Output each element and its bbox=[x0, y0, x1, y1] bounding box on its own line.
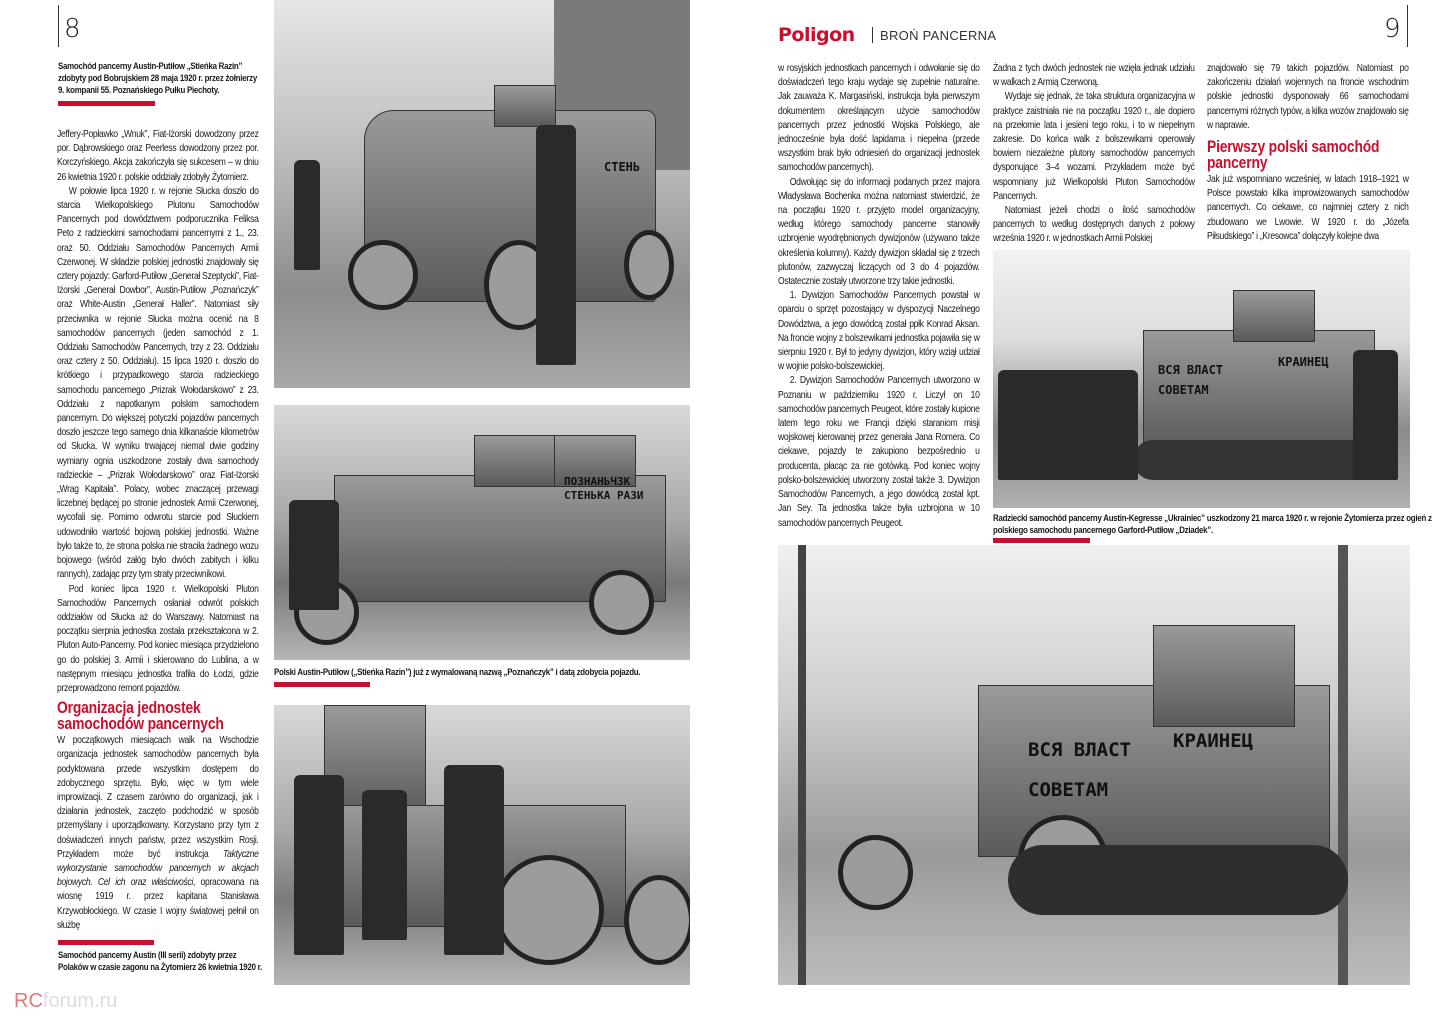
vehicle-painted-text: СТЕНЬ bbox=[604, 160, 641, 174]
caption-rule bbox=[58, 101, 155, 106]
paragraph: 2. Dywizjon Samochodów Pancernych utworzono w Poznaniu w październiku 1920 r. Liczył on 10 samochodów pancernych Peugeot, które zostały kupione latem tego roku we Francji dzięki staraniom misji wojskowej kierowanej przez generała Jana Romera. Co ciekawe, pojazdy te zakupiono bezpośrednio u producenta, płacąc za nie gotówką. Pod koniec wojny polsko-bolszewickiej utworzony został także 3. Dywizjon Samochodów Pancernych, a jego dowódcą został kpt. Jan Sey. Ta jednostka także była uzbrojona w 10 samochodów pancernych Peugeot. bbox=[778, 375, 980, 529]
caption-block bbox=[274, 666, 694, 687]
page-number-rule bbox=[1407, 5, 1408, 47]
painted-line: СОВЕТАМ bbox=[1158, 383, 1209, 397]
italic-title: Taktyczne wykorzystanie samochodów pancernych w akcjach bojowych. Cel ich oraz właściwości bbox=[57, 848, 259, 889]
page-number: 9 bbox=[1384, 14, 1401, 44]
photo-caption: Samochód pancerny Austin (III serii) zdobyty przez Polaków w czasie zagonu na Żytomierz 26 kwietnia 1920 r. bbox=[58, 950, 262, 972]
paragraph: znajdowało się 79 takich pojazdów. Natomiast po zakończeniu działań wojennych na froncie wschodnim polskie jednostki dysponowały 66 samochodami pancernymi różnych typów, a kilka wozów znajdowało się w naprawie. bbox=[1207, 63, 1409, 131]
photo-ukrainiec-large bbox=[778, 545, 1410, 985]
page-number-rule bbox=[58, 5, 59, 47]
watermark-brand: RC bbox=[14, 990, 43, 1012]
paragraph: Żadna z tych dwóch jednostek nie wzięła jednak udziału w walkach z Armią Czerwoną. bbox=[993, 63, 1195, 89]
text: , opracowana na wiosnę 1919 r. przez kapitana Stanisława Krzywobłockiego. W czasie I wojny światowej pełnił on służbę bbox=[57, 877, 259, 931]
painted-line: СОВЕТАМ bbox=[1028, 779, 1109, 801]
painted-line: ВСЯ ВЛАСТ bbox=[1158, 363, 1224, 377]
text: W początkowych miesiącach walk na Wschodzie organizacja jednostek samochodów pancernych była podyktowana przede wszystkim dostępem do zdobycznego sprzętu. Było, więc w tym wiele improwizacji. Z czasem zarówno do organizacji, jak i działania jednostek, zaczęto podchodzić w sposób przemyślany i uporządkowany. Korzystano przy tym z doświadczeń innych państw, przez wszystkim Rosji. Przykładem może być instrukcja bbox=[57, 735, 259, 860]
section-heading: Pierwszy polski samochód pancerny bbox=[1207, 138, 1380, 173]
vehicle-painted-text bbox=[564, 475, 643, 503]
magazine-logo: Poligon bbox=[778, 24, 855, 46]
article-column bbox=[993, 62, 1195, 247]
page-number: 8 bbox=[64, 14, 81, 44]
paragraph: Odwołując się do informacji podanych przez majora Władysława Bochenka można natomiast stwierdzić, że na początku 1920 r. przyjęto model organizacyjny, według którego samochody pancerne stanowiły uzbrojenie wyodrębnionych dywizjonów (używano także określenia kolumny). Każdy dywizjon składał się z trzech plutonów, zazwyczaj liczących od 3 do 4 pojazdów. Ostatecznie zostały utworzone trzy takie jednostki. bbox=[778, 176, 980, 288]
photo-caption: Samochód pancerny Austin-Putiłow „Stieńka Razin” zdobyty pod Bobrujskiem 28 maja 1920 r. przez żołnierzy 9. kompanii 55. Poznańskiego Pułku Piechoty. bbox=[58, 61, 257, 95]
photo-ukrainiec-crew bbox=[993, 250, 1410, 508]
photo-armored-car-stienka-razin bbox=[274, 0, 690, 388]
paragraph: W połowie lipca 1920 r. w rejonie Słucka doszło do starcia Wielkopolskiego Plutonu Samochodów Pancernych pod dowództwem podporucznika Feliksa Peto z radzieckimi samochodami pancernymi z 1., 23. oraz 50. Oddziału Samochodów Pancernych Armii Czerwonej. W składzie polskiej jednostki znajdowały się cztery pojazdy: Garford-Putiłow „Generał Szeptycki”, Fiat-Iżorski „Generał Dowbor”, Austin-Putiłow „Poznańczyk” oraz White-Austin „Generał Haller”. Natomiast siły przeciwnika w rejonie Słucka można ocenić na 8 samochodów pancernych (jeden samochód z 1. Oddziału Samochodów Pancernych, trzy z 23. Oddziału oraz cztery z 50. Oddziału). 15 lipca 1920 r. doszło do krótkiego i przypadkowego starcia radzieckiego samochodu pancernego „Prizrak Wołodarskowo” z 23. Oddziału z napotkanym polskim samochodem pancernym. Do większej potyczki pojazdów pancernych doszło jeszcze tego samego dnia kilkanaście kilometrów od Słucka. W wyniku trwającej niemal dwie godziny wymiany ognia uszkodzone zostały dwa samochody radzieckie – „Prizrak Wołodarskowo” oraz Fiat-Iżorski „Wrag Kapitała”. Polacy, wobec znaczącej przewagi liczebnej będącej po stronie jednostek Armii Czerwonej, wycofali się. Pomimo odwrotu starcie pod Słuckiem udowodniło wartość bojową polskiej jednostki. Ważne było także to, że strona polska nie straciła żadnego wozu bojowego (wśród załóg było dwóch zabitych i kilku rannych), zadając przy tym straty przeciwnikowi. bbox=[57, 185, 259, 581]
caption-rule bbox=[993, 538, 1090, 543]
caption-rule bbox=[274, 682, 370, 687]
painted-line: ПОЗНАНЬЧЗК bbox=[564, 475, 631, 488]
photo-caption: Polski Austin-Putiłow („Stieńka Razin”) już z wymalowaną nazwą „Poznańczyk” i datą zdobycia pojazdu. bbox=[274, 667, 641, 677]
caption-block bbox=[58, 940, 268, 973]
section-heading: Organizacja jednostek samochodów pancernych bbox=[57, 699, 224, 734]
paragraph: Pod koniec lipca 1920 r. Wielkopolski Pluton Samochodów Pancernych osłaniał odwrót polskich oddziałów od Słucka aż do Warszawy. Natomiast na początku sierpnia jednostka została przekształcona w 2. Pluton Auto-Pancerny. Pod koniec miesiąca przydzielono go do polskiej 3. Armii i skierowano do Lublina, a w następnym miesiącu jednostka trafiła do Łodzi, gdzie przeprowadzono remont pojazdów. bbox=[57, 583, 259, 694]
section-title: BROŃ PANCERNA bbox=[880, 28, 997, 43]
article-column bbox=[57, 128, 259, 933]
paragraph bbox=[57, 734, 259, 933]
watermark-text: forum.ru bbox=[42, 990, 118, 1012]
paragraph: Wydaje się jednak, że taka struktura organizacyjna w praktyce zaistniała nie na początku 1920 r., ale dopiero na przełomie lata i jesieni tego roku, i to w niepełnym zakresie. Do końca walk z bolszewikami operowały bowiem niezależne plutony samochodów pancernych dysponujące 3–4 wozami. Przykładem może być wspomniany już Wielkopolski Pluton Samochodów Pancernych. bbox=[993, 91, 1195, 202]
watermark bbox=[14, 990, 117, 1013]
vehicle-painted-text bbox=[1158, 360, 1223, 400]
paragraph: Jak już wspomniano wcześniej, w latach 1918–1921 w Polsce powstało kilka improwizowanych samochodów pancernych. Co ciekawe, co najmniej cztery z nich zbudowano we Lwowie. W 1920 r. do „Józefa Piłsudskiego” i „Kresowca” dołączyły kolejne dwa bbox=[1207, 174, 1409, 242]
vehicle-painted-text: КРАИНЕЦ bbox=[1278, 355, 1329, 369]
caption-rule bbox=[58, 940, 154, 945]
vehicle-painted-text: КРАИНЕЦ bbox=[1173, 730, 1254, 752]
caption-block bbox=[58, 60, 262, 106]
painted-line: СТЕНЬКА РАЗИ bbox=[564, 489, 644, 502]
paragraph: w rosyjskich jednostkach pancernych i odwołanie się do doświadczeń tego kraju wydaje się zupełnie naturalne. Jak zauważa K. Margasiński, instrukcja była pierwszym dokumentem określającym użycie samochodów pancernych przez jednostki Wojska Polskiego, ale jednocześnie była dość lapidarna i niepełna (przede wszystkim brak było odniesień do organizacji jednostek samochodów pancernych). bbox=[778, 63, 980, 174]
paragraph: Jeffery-Popławko „Wnuk”, Fiat-Iżorski dowodzony przez por. Dąbrowskiego oraz Peerless dowodzony przez por. Korczyńskiego. Akcja zakończyła się sukcesem – w dniu 26 kwietnia 1920 r. polskie oddziały zdobyły Żytomierz. bbox=[57, 129, 259, 183]
photo-caption: Radziecki samochód pancerny Austin-Kegresse „Ukrainiec” uszkodzony 21 marca 1920 r. w rejonie Żytomierza przez ogień z polskiego samochodu pancernego Garford-Putiłow „Dziadek”. bbox=[993, 513, 1432, 535]
photo-poznanczyk bbox=[274, 405, 690, 660]
photo-austin-iii-series bbox=[274, 705, 690, 985]
paragraph: Natomiast jeżeli chodzi o ilość samochodów pancernych to według dostępnych danych z połowy września 1920 r. w jednostkach Armii Polskiej bbox=[993, 205, 1195, 245]
painted-line: ВСЯ ВЛАСТ bbox=[1028, 739, 1131, 761]
caption-block bbox=[993, 512, 1438, 536]
logo-divider bbox=[872, 27, 873, 43]
paragraph: 1. Dywizjon Samochodów Pancernych powstał w oparciu o sprzęt pozostający w dyspozycji Naczelnego Dowództwa, a jego dowódcą został ppłk Konrad Aksan. Na froncie wojny z bolszewikami jednostka pojawiła się w sierpniu 1920 r. Był to jedyny dywizjon, który wziął udział w wojnie polsko-bolszewickiej. bbox=[778, 290, 980, 373]
vehicle-painted-text bbox=[1028, 730, 1131, 810]
article-column bbox=[778, 62, 980, 531]
article-column bbox=[1207, 62, 1409, 244]
